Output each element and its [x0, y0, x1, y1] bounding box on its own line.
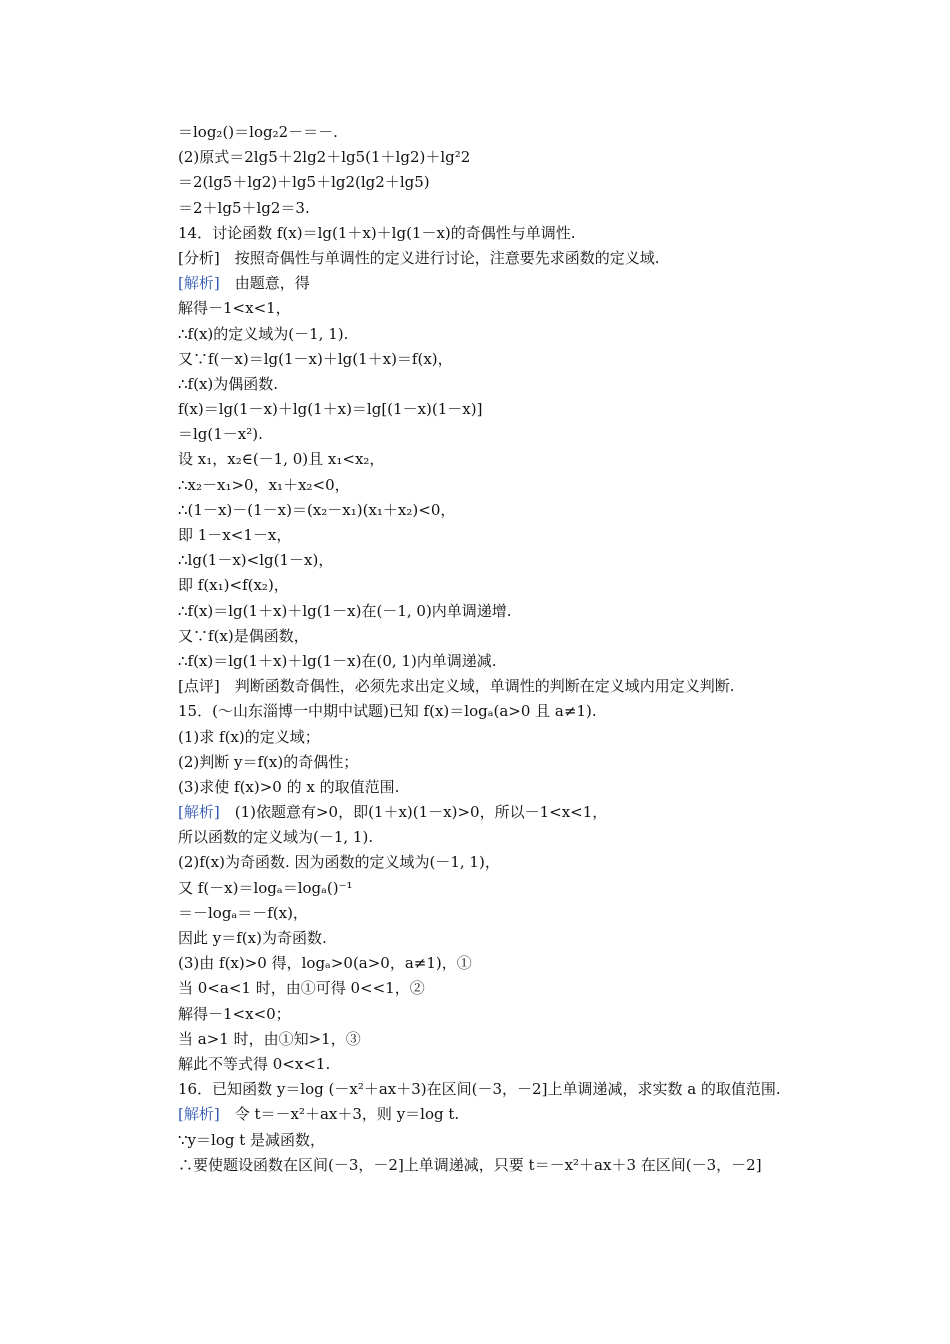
- solution-tag: [解析]: [178, 274, 235, 293]
- text-line: ∵y＝log t 是减函数，: [178, 1130, 326, 1149]
- text-line: f(x)＝lg(1－x)＋lg(1＋x)＝lg[(1－x)(1－x)]: [178, 400, 483, 419]
- text-line: ∴(1－x)－(1－x)＝(x₂－x₁)(x₁＋x₂)<0，: [178, 500, 456, 519]
- analysis-line: [分析] 按照奇偶性与单调性的定义进行讨论，注意要先求函数的定义域.: [178, 248, 660, 267]
- text-line: ＝log₂()＝log₂2－＝－.: [178, 123, 338, 141]
- problem-14: 14．讨论函数 f(x)＝lg(1＋x)＋lg(1－x)的奇偶性与单调性.: [178, 223, 576, 242]
- problem-15: 15．(～山东淄博一中期中试题)已知 f(x)＝logₐ(a>0 且 a≠1).: [178, 702, 597, 721]
- text-line: ∴x₂－x₁>0，x₁＋x₂<0，: [178, 475, 350, 494]
- solution-start: [178, 800, 823, 825]
- text-line: 因此 y＝f(x)为奇函数.: [178, 929, 327, 947]
- text-line: (2)f(x)为奇函数. 因为函数的定义域为(－1, 1)，: [178, 853, 500, 872]
- text-line: 解得－1<x<0；: [178, 1004, 291, 1023]
- text-line: ＝2＋lg5＋lg2＝3.: [178, 198, 310, 217]
- solution-start: [178, 271, 823, 296]
- text-line: 当 0<a<1 时，由①可得 0<<1，②: [178, 979, 425, 998]
- text-line: (3)求使 f(x)>0 的 x 的取值范围.: [178, 777, 400, 796]
- solution-text: [178, 120, 823, 1178]
- text-span: 令 t＝－x²＋ax＋3，则 y＝log t.: [234, 1105, 460, 1124]
- text-line: ∴lg(1－x)<lg(1－x)，: [178, 551, 334, 570]
- text-line: (2)判断 y＝f(x)的奇偶性；: [178, 752, 359, 771]
- text-line: 即 f(x₁)<f(x₂)，: [178, 576, 289, 595]
- comment-line: [点评] 判断函数奇偶性，必须先求出定义域，单调性的判断在定义域内用定义判断.: [178, 677, 735, 696]
- text-line: 又∵f(x)是偶函数，: [178, 626, 309, 645]
- text-line: 又 f(－x)＝logₐ＝logₐ()⁻¹: [178, 878, 353, 897]
- text-line: (3)由 f(x)>0 得，logₐ>0(a>0，a≠1)，①: [178, 954, 472, 973]
- text-line: 所以函数的定义域为(－1, 1).: [178, 828, 374, 847]
- text-line: 又∵f(－x)＝lg(1－x)＋lg(1＋x)＝f(x)，: [178, 349, 453, 368]
- text-line: (1)求 f(x)的定义域；: [178, 727, 320, 746]
- text-line: ＝lg(1－x²).: [178, 425, 263, 444]
- text-line: (2)原式＝2lg5＋2lg2＋lg5(1＋lg2)＋lg²2: [178, 148, 471, 167]
- text-line: ＝－logₐ＝－f(x)，: [178, 903, 308, 922]
- text-line: 解得－1<x<1，: [178, 299, 291, 318]
- solution-start: [178, 1102, 823, 1127]
- text-span: 由题意，得: [234, 274, 310, 293]
- text-line: ∴要使题设函数在区间(－3，－2]上单调递减，只要 t＝－x²＋ax＋3 在区间(－3，－2]: [178, 1155, 762, 1174]
- solution-tag: [解析]: [178, 803, 235, 822]
- text-line: ∴f(x)＝lg(1＋x)＋lg(1－x)在(－1, 0)内单调递增.: [178, 601, 512, 620]
- text-line: ∴f(x)的定义域为(－1, 1).: [178, 324, 349, 343]
- text-line: ∴f(x)为偶函数.: [178, 374, 279, 393]
- solution-tag: [解析]: [178, 1105, 235, 1124]
- text-span: (1)依题意有>0，即(1＋x)(1－x)>0，所以－1<x<1，: [234, 803, 608, 822]
- text-line: 当 a>1 时，由①知>1，③: [178, 1029, 361, 1048]
- text-line: 解此不等式得 0<x<1.: [178, 1054, 331, 1073]
- text-line: ∴f(x)＝lg(1＋x)＋lg(1－x)在(0, 1)内单调递减.: [178, 651, 497, 670]
- text-line: 设 x₁，x₂∈(－1, 0)且 x₁<x₂，: [178, 450, 385, 469]
- text-line: 即 1－x<1－x，: [178, 526, 292, 544]
- problem-16: 16．已知函数 y＝log (－x²＋ax＋3)在区间(－3，－2]上单调递减，求实数 a 的取值范围.: [178, 1080, 781, 1099]
- text-line: ＝2(lg5＋lg2)＋lg5＋lg2(lg2＋lg5): [178, 173, 430, 192]
